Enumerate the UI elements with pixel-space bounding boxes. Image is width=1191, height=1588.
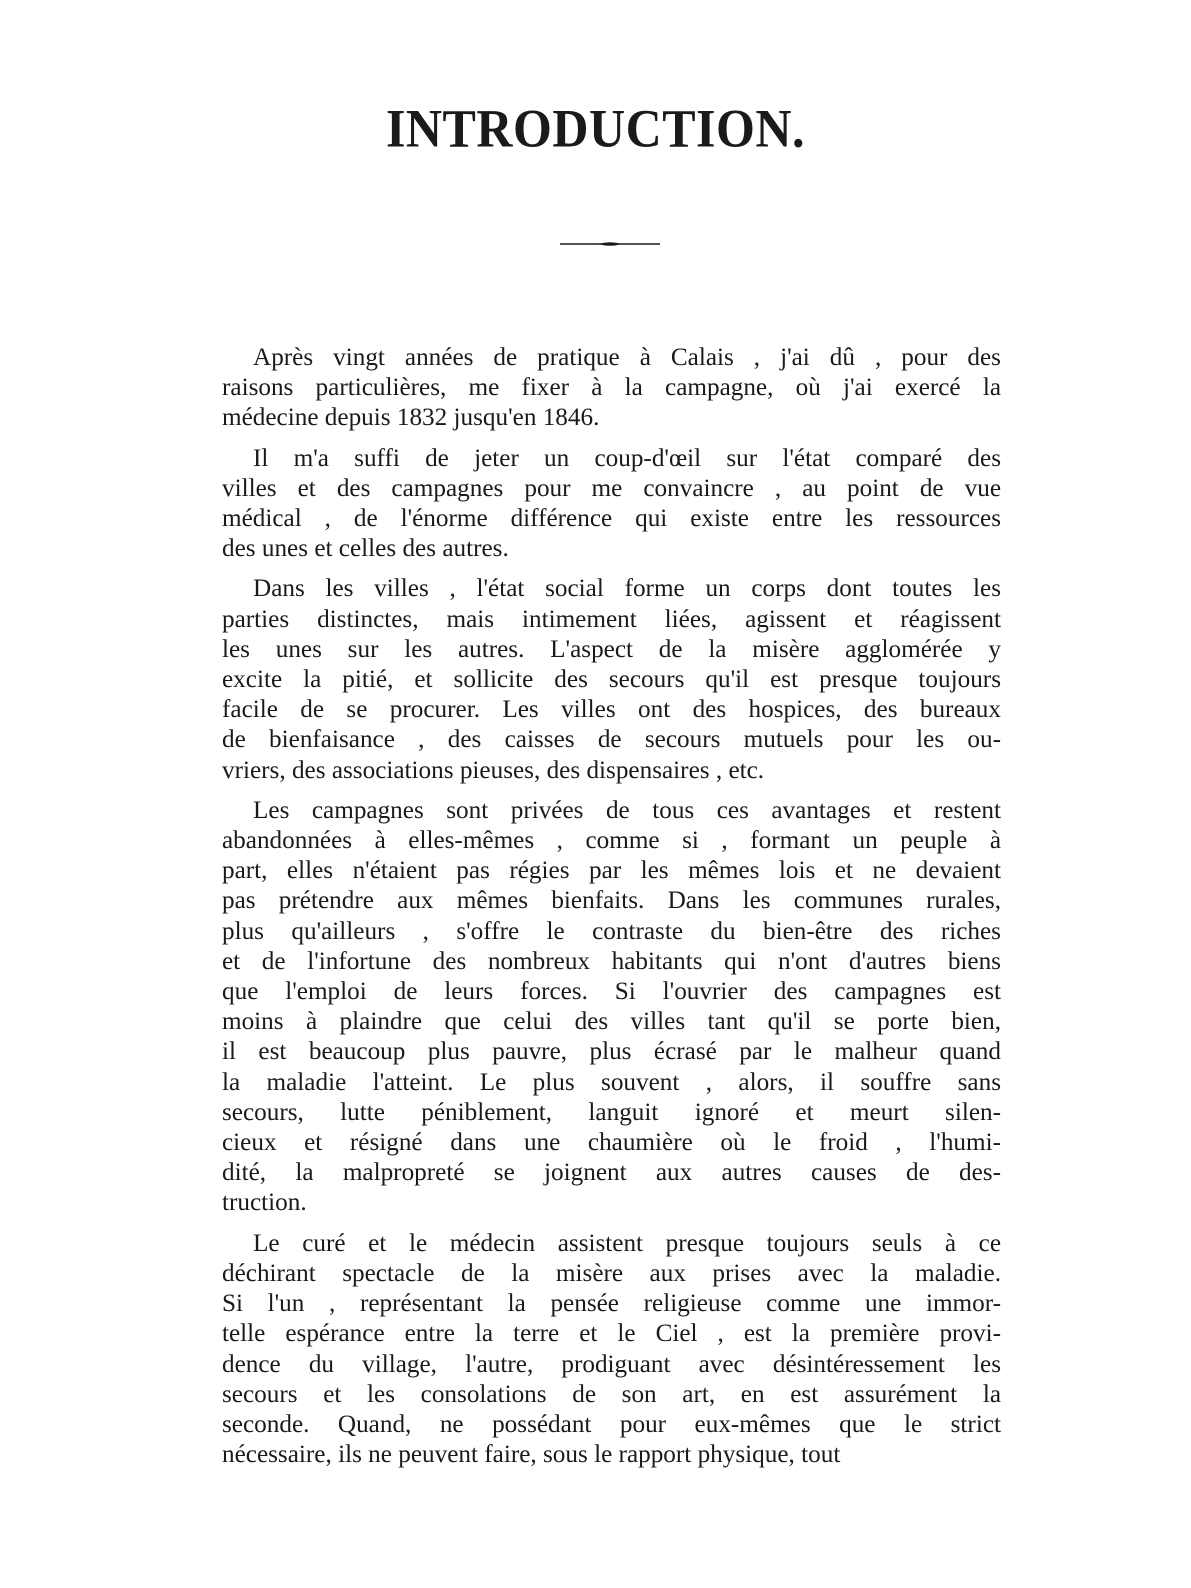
text-line: secours et les consolations de son art, en est assurément la xyxy=(222,1380,1001,1408)
text-line: facile de se procurer. Les villes ont des hospices, des bureaux xyxy=(222,696,1001,724)
text-line: cieux et résigné dans une chaumière où le froid , l'humi- xyxy=(222,1129,1001,1157)
text-line: dence du village, l'autre, prodiguant avec désintéressement les xyxy=(222,1350,1001,1378)
text-line: Si l'un , représentant la pensée religieuse comme une immor- xyxy=(222,1290,1001,1318)
text-line: villes et des campagnes pour me convaincre , au point de vue xyxy=(222,474,1001,502)
text-line: telle espérance entre la terre et le Ciel , est la première provi- xyxy=(222,1320,1001,1348)
text-line: moins à plaindre que celui des villes tant qu'il se porte bien, xyxy=(222,1008,1001,1036)
text-line: vriers, des associations pieuses, des dispensaires , etc. xyxy=(222,756,765,784)
text-line: Après vingt années de pratique à Calais , j'ai dû , pour des xyxy=(253,344,1001,371)
text-line: nécessaire, ils ne peuvent faire, sous le rapport physique, tout xyxy=(222,1441,841,1469)
text-line: de bienfaisance , des caisses de secours mutuels pour les ou- xyxy=(222,726,1001,754)
text-line: déchirant spectacle de la misère aux prises avec la maladie. xyxy=(222,1259,1001,1287)
text-line: des unes et celles des autres. xyxy=(222,535,509,563)
paragraph xyxy=(222,1229,1001,1471)
paragraph xyxy=(222,796,1001,1219)
text-line: il est beaucoup plus pauvre, plus écrasé par le malheur quand xyxy=(222,1038,1001,1066)
text-line: Il m'a suffi de jeter un coup-d'œil sur l'état comparé des xyxy=(253,444,1001,472)
text-line: seconde. Quand, ne possédant pour eux-mêmes que le strict xyxy=(222,1410,1001,1438)
text-line: médecine depuis 1832 jusqu'en 1846. xyxy=(222,404,600,432)
text-line: que l'emploi de leurs forces. Si l'ouvrier des campagnes est xyxy=(222,978,1001,1006)
body-text xyxy=(222,343,1001,1480)
text-line: Dans les villes , l'état social forme un corps dont toutes les xyxy=(253,575,1001,603)
text-line: excite la pitié, et sollicite des secours qu'il est presque toujours xyxy=(222,666,1001,694)
text-line: secours, lutte péniblement, languit ignoré et meurt silen- xyxy=(222,1098,1001,1126)
text-line: pas prétendre aux mêmes bienfaits. Dans les communes rurales, xyxy=(222,887,1001,915)
text-line: les unes sur les autres. L'aspect de la misère agglomérée y xyxy=(222,635,1001,663)
text-line: médical , de l'énorme différence qui existe entre les ressources xyxy=(222,505,1001,533)
chapter-title: INTRODUCTION. xyxy=(385,97,806,159)
text-line: truction. xyxy=(222,1189,307,1217)
text-line: part, elles n'étaient pas régies par les mêmes lois et ne devaient xyxy=(222,857,1001,885)
text-line: et de l'infortune des nombreux habitants qui n'ont d'autres biens xyxy=(222,947,1001,975)
text-line: raisons particulières, me fixer à la campagne, où j'ai exercé la xyxy=(222,374,1001,402)
ornamental-rule xyxy=(560,240,660,248)
text-line: parties distinctes, mais intimement liées, agissent et réagissent xyxy=(222,605,1001,633)
text-line: la maladie l'atteint. Le plus souvent , alors, il souffre sans xyxy=(222,1068,1001,1096)
text-line: plus qu'ailleurs , s'offre le contraste du bien-être des riches xyxy=(222,917,1001,945)
paragraph xyxy=(222,574,1001,785)
text-line: abandonnées à elles-mêmes , comme si , formant un peuple à xyxy=(222,827,1001,855)
text-line: dité, la malpropreté se joignent aux autres causes de des- xyxy=(222,1159,1001,1187)
paragraph xyxy=(222,343,1001,434)
text-line: Le curé et le médecin assistent presque toujours seuls à ce xyxy=(253,1229,1001,1257)
text-line: Les campagnes sont privées de tous ces avantages et restent xyxy=(253,796,1001,824)
paragraph xyxy=(222,444,1001,565)
